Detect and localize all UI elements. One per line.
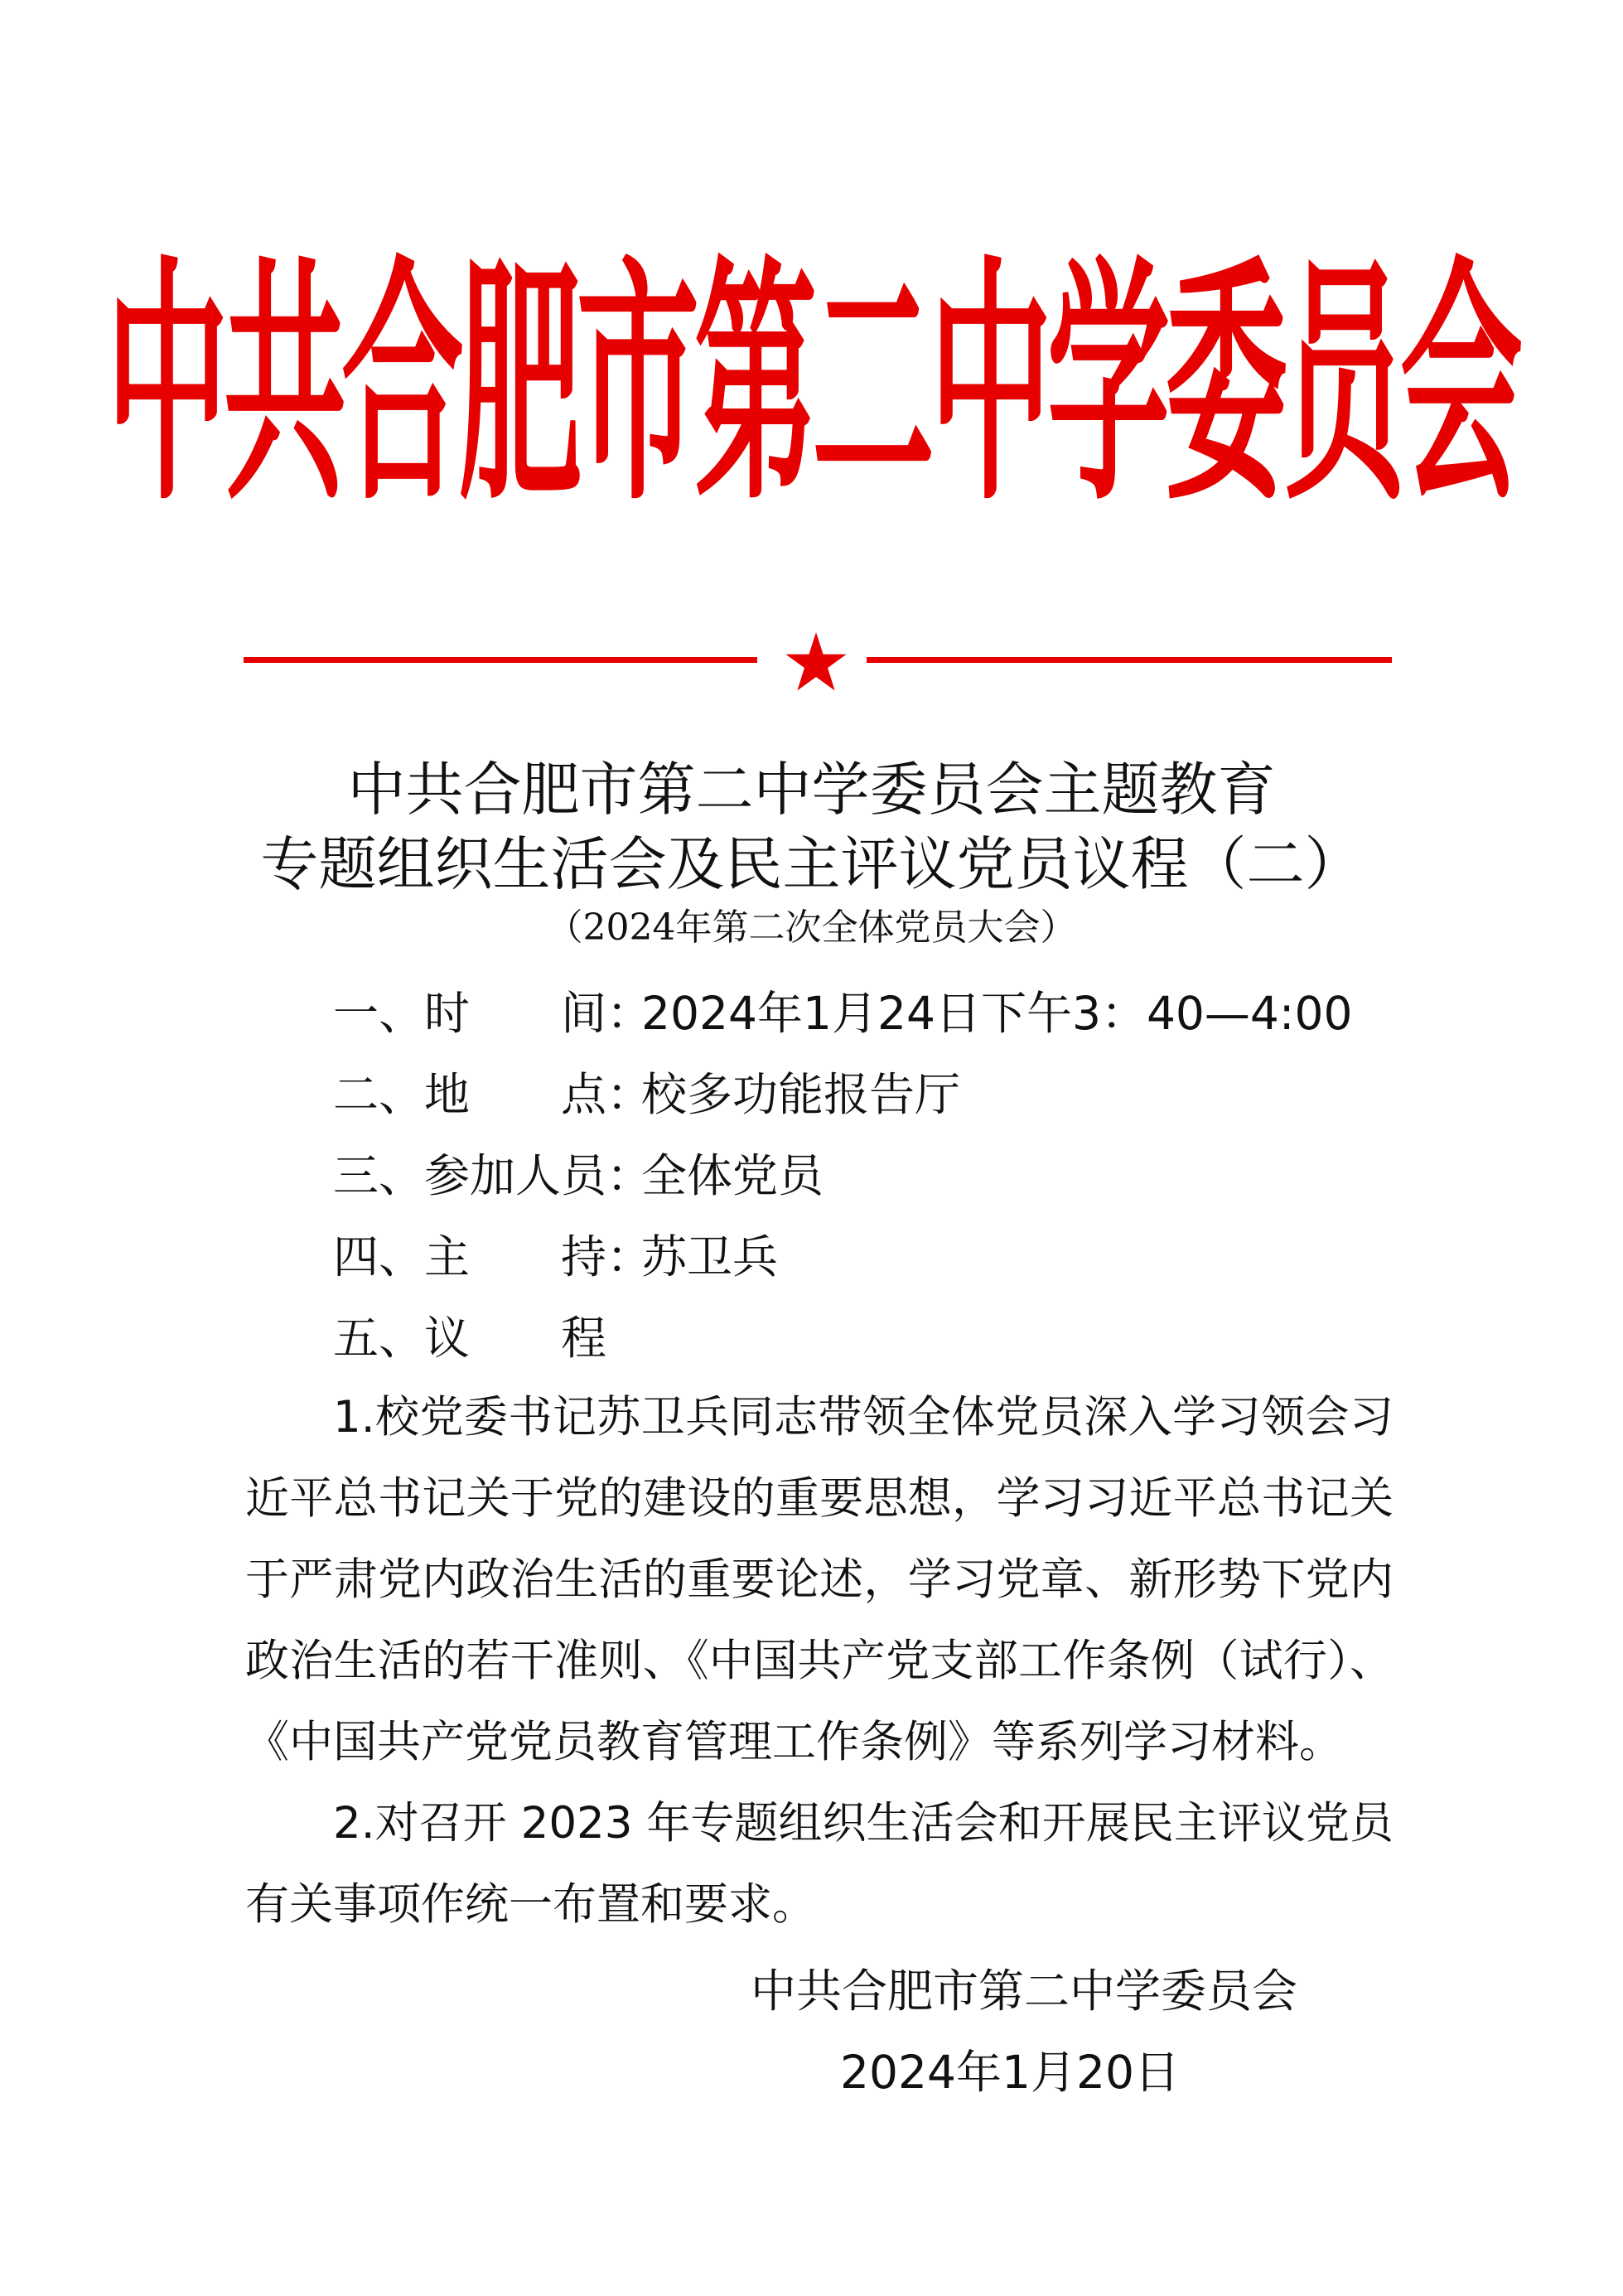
- agenda-place: [333, 1068, 961, 1121]
- signature-date: 2024年1月20日: [840, 2046, 1180, 2099]
- agenda-host-label: 四、主 持：: [333, 1230, 653, 1283]
- agenda-heading-label: 五、议 程: [333, 1312, 607, 1365]
- agenda-item-2: 2.对召开 2023 年专题组织生活会和开展民主评议党员有关事项作统一布置和要求。: [245, 1798, 1394, 1930]
- document-title-line-2: 专题组织生活会及民主评议党员议程（二）: [260, 830, 1363, 898]
- agenda-host-value: 苏卫兵: [641, 1230, 779, 1283]
- document-title-line-1: 中共合肥市第二中学委员会主题教育: [347, 756, 1276, 824]
- signature-organization: 中共合肥市第二中学委员会: [751, 1965, 1298, 2018]
- agenda-participants: [333, 1149, 824, 1202]
- star-shape: [785, 632, 846, 690]
- agenda-time-value: 2024年1月24日下午3：40—4:00: [641, 987, 1353, 1040]
- red-rule-right: [867, 657, 1392, 663]
- agenda-time-label: 一、时 间：: [333, 987, 653, 1040]
- agenda-host: [333, 1230, 779, 1283]
- agenda-participants-value: 全体党员: [641, 1149, 824, 1202]
- agenda-place-label: 二、地 点：: [333, 1068, 653, 1121]
- agenda-item-1: 1.校党委书记苏卫兵同志带领全体党员深入学习领会习近平总书记关于党的建设的重要思想，学习习近平总书记关于严肃党内政治生活的重要论述，学习党章、新形势下党内政治生活的若干准则、《中国共产党支部工作条例（试行）、《中国共产党党员教育管理工作条例》等系列学习材料。: [245, 1392, 1394, 1767]
- red-rule-left: [244, 657, 757, 663]
- star-icon: [784, 630, 848, 694]
- agenda-place-value: 校多功能报告厅: [641, 1068, 961, 1121]
- agenda-heading: [333, 1312, 641, 1365]
- masthead-title: 中共合肥市第二中学委员会: [106, 235, 1518, 535]
- agenda-time: [333, 987, 1353, 1040]
- agenda-participants-label: 三、参加人员：: [333, 1149, 653, 1202]
- document-subtitle: （2024年第二次全体党员大会）: [546, 906, 1077, 949]
- red-masthead: [106, 224, 1518, 547]
